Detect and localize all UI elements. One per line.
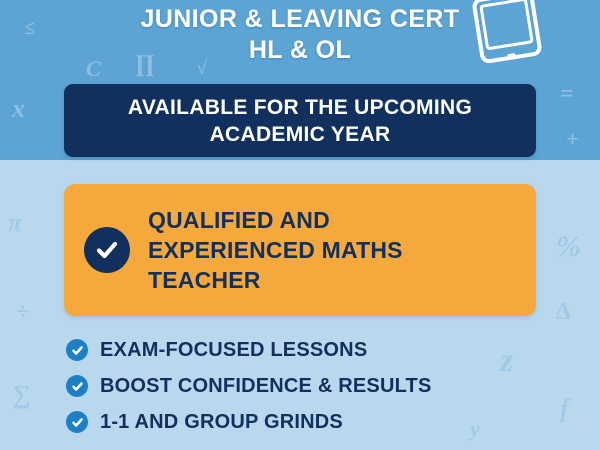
list-item-label: EXAM-FOCUSED LESSONS (100, 338, 368, 361)
list-item (66, 404, 546, 440)
page-title-line2: HL & OL (248, 36, 352, 64)
math-symbol-decor: ≤ (24, 17, 35, 39)
availability-banner-line2: ACADEMIC YEAR (209, 122, 391, 146)
qualification-card-line2: EXPERIENCED MATHS (148, 237, 403, 263)
list-item-label: 1-1 AND GROUP GRINDS (100, 410, 343, 433)
page-title-line1: JUNIOR & LEAVING CERT (140, 5, 460, 33)
check-circle-icon (66, 411, 88, 433)
availability-banner (64, 84, 536, 157)
list-item (66, 332, 546, 368)
math-symbol-decor: = (560, 81, 574, 107)
math-symbol-decor: C (86, 56, 101, 81)
check-circle-icon (66, 339, 88, 361)
math-symbol-decor: ∆ (556, 299, 571, 325)
qualification-card (64, 184, 536, 316)
math-symbol-decor: π (8, 208, 23, 237)
check-circle-icon (84, 227, 130, 273)
check-circle-icon (66, 375, 88, 397)
availability-banner-line1: AVAILABLE FOR THE UPCOMING (127, 95, 473, 119)
qualification-card-line1: QUALIFIED AND (148, 207, 330, 233)
math-symbol-decor: % (556, 230, 581, 263)
math-symbol-decor: y (470, 416, 480, 441)
math-symbol-decor: ∑ (12, 380, 31, 409)
list-item (66, 368, 546, 404)
math-symbol-decor: ÷ (16, 299, 30, 325)
math-symbol-decor: f (560, 394, 569, 423)
qualification-card-line3: TEACHER (148, 267, 261, 293)
math-symbol-decor: + (566, 126, 579, 151)
list-item-label: BOOST CONFIDENCE & RESULTS (100, 374, 432, 397)
math-symbol-decor: z (500, 342, 514, 379)
qualification-card-text (148, 205, 403, 295)
math-symbol-decor: ∏ (135, 51, 155, 77)
feature-list (66, 332, 546, 440)
math-symbol-decor: √ (196, 57, 207, 79)
math-symbol-decor: x (12, 94, 25, 123)
page-title (0, 4, 600, 66)
